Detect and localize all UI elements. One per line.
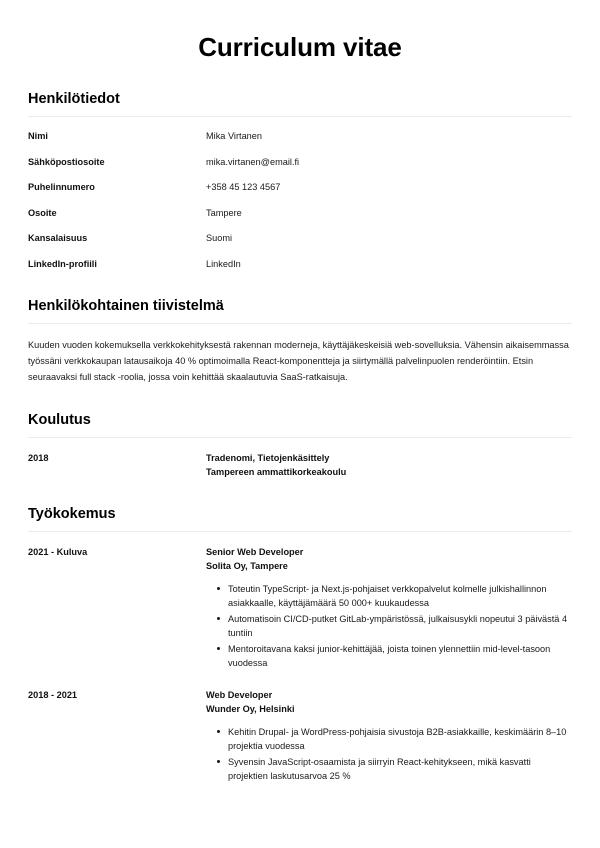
work-entry bbox=[28, 688, 572, 785]
work-entry bbox=[28, 545, 572, 672]
field-value: Suomi bbox=[206, 233, 233, 243]
section-heading-personal-details: Henkilötiedot bbox=[28, 91, 120, 107]
section-divider bbox=[28, 437, 572, 438]
job-title: Senior Web Developer bbox=[206, 546, 304, 557]
job-organization: Solita Oy, Tampere bbox=[206, 560, 288, 571]
entry-period: 2018 - 2021 bbox=[28, 689, 78, 700]
list-item: Mentoroitavana kaksi junior-kehittäjää, joista toinen ylennettiin mid-level-tasoon vuodessa bbox=[228, 642, 572, 671]
field-value: Tampere bbox=[206, 207, 242, 218]
section-heading-work-experience: Työkokemus bbox=[28, 505, 116, 522]
field-label: Puhelinnumero bbox=[28, 182, 95, 192]
field-label: Nimi bbox=[28, 131, 48, 141]
field-value: mika.virtanen@email.fi bbox=[206, 156, 300, 167]
summary-paragraph: Kuuden vuoden kokemuksella verkkokehityksestä rakennan moderneja, käyttäjäkeskeisiä web-sovelluksia. Vähensin aikaisemmassa työssäni verkkokaupan latausaikoja 40 % optimoimalla React-komponentteja ja siirtymällä palvelinpuolen renderöintiin. Etsin seuraavaksi full stack -roolia, jossa voin kehittää skaalautuvia SaaS-ratkaisuja. bbox=[28, 339, 569, 382]
section-divider bbox=[28, 116, 572, 117]
education-institution: Tampereen ammattikorkeakoulu bbox=[206, 466, 347, 477]
entry-period: 2021 - Kuluva bbox=[28, 546, 88, 557]
entry-body bbox=[206, 545, 572, 672]
section-education bbox=[28, 411, 572, 479]
education-degree: Tradenomi, Tietojenkäsittely bbox=[206, 452, 330, 463]
list-item bbox=[28, 156, 572, 169]
list-item bbox=[28, 232, 572, 245]
entry-body bbox=[206, 688, 572, 785]
list-item: Automatisoin CI/CD-putket GitLab-ympäristössä, julkaisusykli nopeutui 3 päivästä 4 tuntiin bbox=[228, 612, 572, 641]
field-value: Mika Virtanen bbox=[206, 131, 263, 141]
section-divider bbox=[28, 323, 572, 324]
section-personal-details bbox=[28, 90, 572, 271]
education-entry bbox=[28, 451, 572, 479]
field-value-linkedin[interactable]: LinkedIn bbox=[206, 258, 241, 269]
list-item bbox=[28, 258, 572, 271]
section-work-experience bbox=[28, 505, 572, 785]
job-organization: Wunder Oy, Helsinki bbox=[206, 703, 295, 714]
personal-details-list bbox=[28, 130, 572, 271]
list-item: Kehitin Drupal- ja WordPress-pohjaisia sivustoja B2B-asiakkaille, keskimäärin 8–10 projektia vuodessa bbox=[228, 725, 572, 754]
list-item: Syvensin JavaScript-osaamista ja siirryin React-kehitykseen, mikä kasvatti projektien laskutusarvoa 25 % bbox=[228, 755, 572, 784]
field-label: Sähköpostiosoite bbox=[28, 156, 105, 167]
field-label: Kansalaisuus bbox=[28, 233, 88, 243]
list-item bbox=[28, 181, 572, 194]
job-achievements-list bbox=[206, 725, 572, 784]
field-value: +358 45 123 4567 bbox=[206, 182, 281, 192]
field-label: LinkedIn-profiili bbox=[28, 258, 97, 269]
section-divider bbox=[28, 531, 572, 532]
job-achievements-list bbox=[206, 582, 572, 671]
entry-body bbox=[206, 451, 572, 479]
section-heading-personal-summary: Henkilökohtainen tiivistelmä bbox=[28, 297, 224, 314]
list-item bbox=[28, 207, 572, 220]
section-heading-education: Koulutus bbox=[28, 411, 91, 428]
list-item bbox=[28, 130, 572, 143]
list-item: Toteutin TypeScript- ja Next.js-pohjaiset verkkopalvelut kolmelle julkishallinnon asiakkaalle, käyttäjämäärä 50 000+ kuukaudessa bbox=[228, 582, 572, 611]
entry-period: 2018 bbox=[28, 452, 49, 463]
page-title: Curriculum vitae bbox=[198, 32, 402, 62]
job-title: Web Developer bbox=[206, 689, 273, 700]
field-label: Osoite bbox=[28, 207, 57, 218]
section-personal-summary bbox=[28, 297, 572, 385]
